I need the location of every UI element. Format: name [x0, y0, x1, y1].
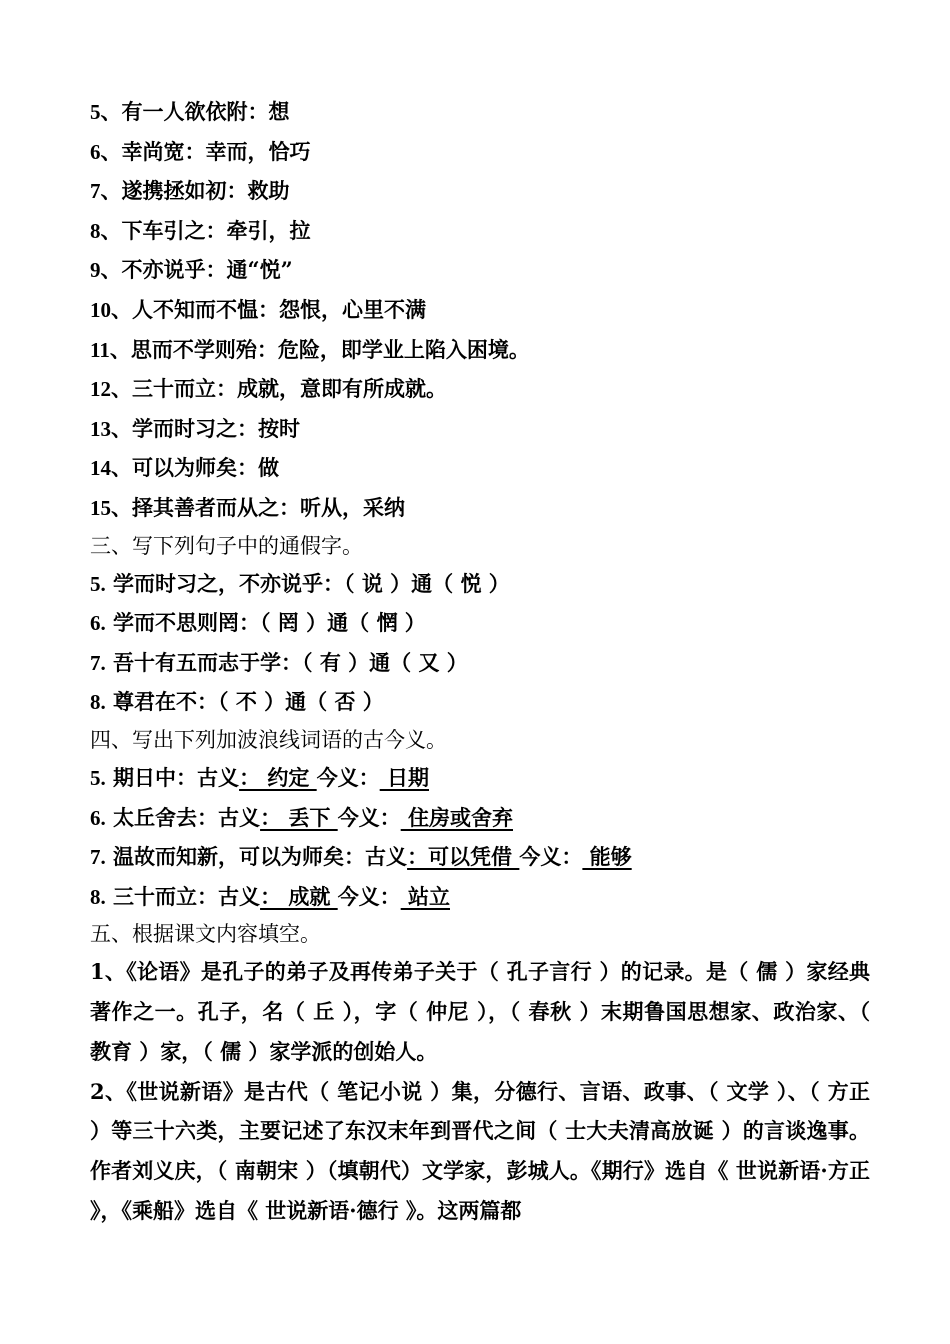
meaning-item: 6、幸尚宽：幸而，恰巧 [90, 138, 311, 164]
meaning-item: 9、不亦说乎：通“悦” [90, 257, 293, 283]
fill-paragraph-lunyu: 1、《论语》是孔子的弟子及再传弟子关于（ 孔子言行 ）的记录。是（ 儒 ）家经典著作之一。孔子，名（ 丘 ），字（ 仲尼 ），（ 春秋 ）末期鲁国思想家、政治家、（ 教育 ）家，（ 儒 ）家学派的创始人。 [90, 959, 870, 1064]
section-heading: 五、根据课文内容填空。 [90, 922, 321, 947]
modern-meaning: 日期 [379, 764, 429, 790]
gujin-item: 5. 期日中：古义： 约定 今义： 日期 [90, 758, 870, 798]
ancient-meaning: ： 约定 [239, 764, 317, 790]
meaning-item: 7、遂携拯如初：救助 [90, 178, 290, 204]
ancient-meaning: ：可以凭借 [407, 844, 520, 870]
modern-meaning: 能够 [582, 844, 632, 870]
modern-meaning: 站立 [400, 883, 450, 909]
gujin-item: 6. 太丘舍去：古义： 丢下 今义： 住房或舍弃 [90, 804, 513, 830]
ancient-meaning: ： 丢下 [260, 804, 338, 830]
tongjia-item: 5. 学而时习之，不亦说乎：（ 说 ）通（ 悦 ） [90, 570, 510, 596]
meaning-item: 8、下车引之：牵引，拉 [90, 217, 311, 243]
meaning-item: 13、学而时习之：按时 [90, 415, 300, 441]
meaning-list [90, 92, 870, 528]
meaning-item: 11、思而不学则殆：危险，即学业上陷入困境。 [90, 336, 530, 362]
tongjia-item: 6. 学而不思则罔：（ 罔 ）通（ 惘 ） [90, 610, 426, 636]
modern-meaning: 住房或舍弃 [400, 804, 513, 830]
tongjia-item: 8. 尊君在不：（ 不 ）通（ 否 ） [90, 689, 384, 715]
ancient-meaning: ： 成就 [260, 883, 338, 909]
meaning-item: 10、人不知而不愠：怨恨，心里不满 [90, 296, 426, 322]
gujin-item: 7. 温故而知新，可以为师矣：古义：可以凭借 今义： 能够 [90, 837, 870, 877]
section-heading: 三、写下列句子中的通假字。 [90, 533, 363, 558]
tongjia-item: 7. 吾十有五而志于学：（ 有 ）通（ 又 ） [90, 649, 468, 675]
meaning-item: 15、择其善者而从之：听从，采纳 [90, 494, 405, 520]
section-heading: 四、写出下列加波浪线词语的古今义。 [90, 727, 447, 752]
meaning-item: 5、有一人欲依附：想 [90, 99, 290, 124]
gujin-item: 8. 三十而立：古义： 成就 今义： 站立 [90, 883, 450, 909]
fill-paragraph-shishuo: 2、《世说新语》是古代（ 笔记小说 ）集，分德行、言语、政事、（ 文学 ）、（ 方正 ）等三十六类，主要记述了东汉末年到晋代之间（ 士大夫清高放诞 ）的言谈逸事。作者刘义庆，（ 南朝宋 ）（填朝代）文学家，彭城人。《期行》选自《 世说新语·方正 》，《乘船》选自《 世说新语·德行 》。这两篇都 [90, 1078, 870, 1224]
document-page [90, 92, 870, 1231]
meaning-item: 12、三十而立：成就，意即有所成就。 [90, 376, 447, 402]
meaning-item: 14、可以为师矣：做 [90, 455, 279, 481]
